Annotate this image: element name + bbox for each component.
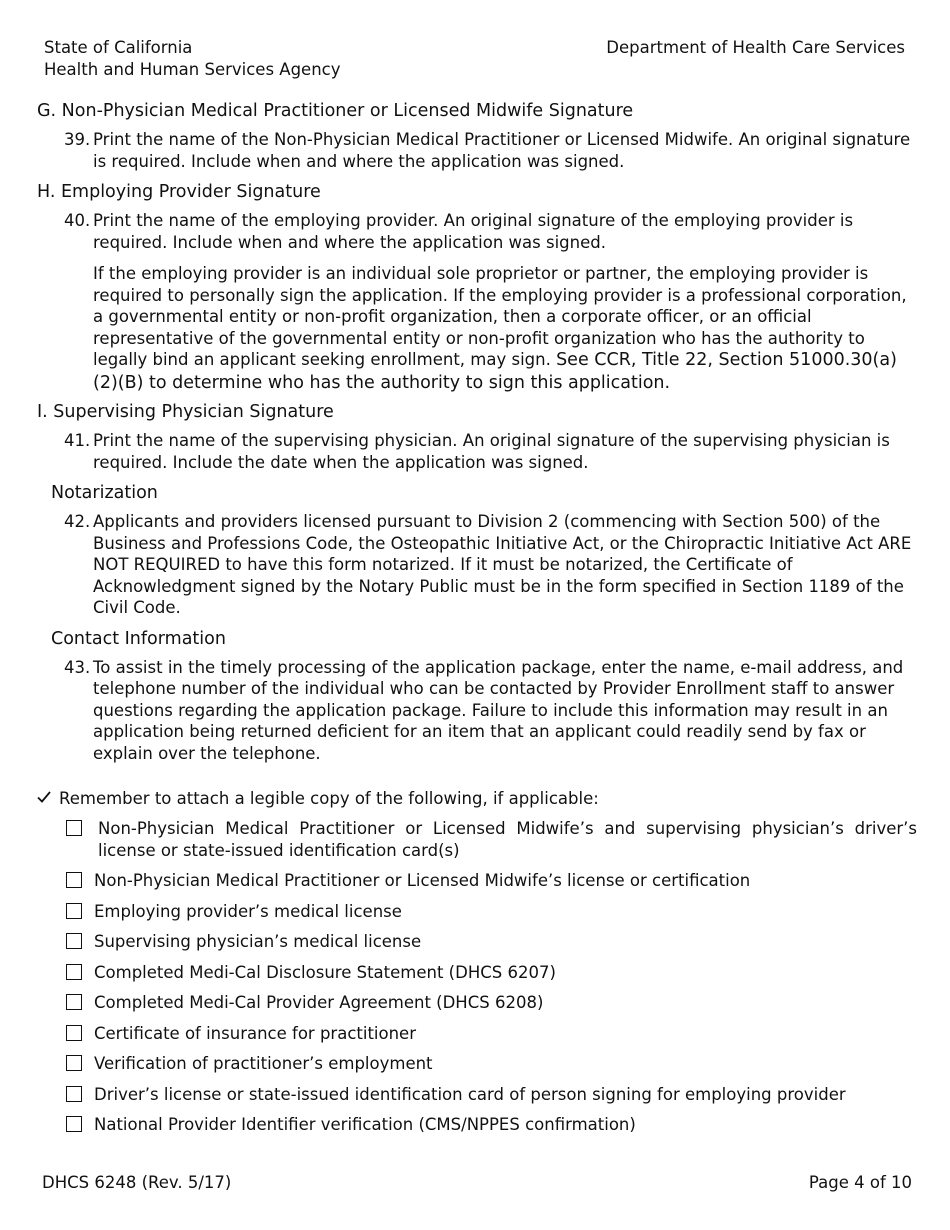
remember-text: Remember to attach a legible copy of the following, if applicable:	[59, 789, 599, 808]
checkbox[interactable]	[66, 1055, 82, 1071]
checklist-item	[66, 1053, 917, 1075]
checklist-label: Completed Medi-Cal Provider Agreement (DHCS 6208)	[94, 993, 544, 1012]
remember-note	[37, 788, 917, 810]
agency-name: Health and Human Services Agency	[44, 60, 341, 79]
item-number: 42.	[64, 512, 91, 531]
contact-heading: Contact Information	[51, 628, 226, 649]
checklist-label: National Provider Identifier verification (CMS/NPPES confirmation)	[94, 1115, 636, 1134]
checklist-label: Employing provider’s medical license	[94, 901, 402, 921]
checklist-item	[66, 901, 917, 923]
instruction-41	[64, 430, 917, 473]
state-name: State of California	[44, 38, 193, 57]
item-paragraph: Print the name of the Non-Physician Medical Practitioner or Licensed Midwife. An original signature is required. Include when and where the application was signed.	[93, 130, 911, 171]
checklist-item	[66, 1023, 917, 1045]
checkbox[interactable]	[66, 1116, 82, 1132]
document-body	[37, 99, 917, 1145]
checkbox[interactable]	[66, 1025, 82, 1041]
checklist-label: Non-Physician Medical Practitioner or Licensed Midwife’s and supervising physician’s driver’s license or state-issued identification card(s)	[98, 819, 917, 860]
item-number: 43.	[64, 657, 91, 677]
attachment-checklist	[66, 818, 917, 1136]
checklist-item	[66, 962, 917, 984]
checklist-label: Non-Physician Medical Practitioner or Licensed Midwife’s license or certification	[94, 871, 751, 890]
section-g-heading: G. Non-Physician Medical Practitioner or Licensed Midwife Signature	[37, 101, 634, 121]
item-paragraph: To assist in the timely processing of the application package, enter the name, e-mail address, and telephone number of the individual who can be contacted by Provider Enrollment staff to answer questions regarding the application package. Failure to include this information may result in an application being returned deficient for an item that an applicant could readily send by fax or explain over the telephone.	[93, 657, 904, 763]
section-h-heading: H. Employing Provider Signature	[37, 182, 321, 202]
checkbox[interactable]	[66, 820, 82, 836]
checklist-label: Verification of practitioner’s employment	[94, 1054, 433, 1073]
checkbox[interactable]	[66, 933, 82, 949]
checklist-item	[66, 870, 917, 892]
page-number: Page 4 of 10	[808, 1173, 912, 1192]
item-paragraph-2-main: If the employing provider is an individual sole proprietor or partner, the employing provider is required to personally sign the application. If the employing provider is a professional corporation, a governmental entity or non-profit organization, then a corporate officer, or an official representative of the governmental entity or non-profit organization who has the authority to legally bind an applicant seeking enrollment, may sign.	[93, 264, 907, 369]
item-text	[93, 511, 917, 619]
instruction-39	[64, 129, 917, 172]
checkbox[interactable]	[66, 872, 82, 888]
item-number: 39.	[64, 130, 91, 149]
item-number: 41.	[64, 431, 91, 450]
agency-header	[44, 37, 341, 81]
checkbox[interactable]	[66, 964, 82, 980]
instruction-40	[64, 210, 917, 394]
instruction-42	[64, 511, 917, 619]
item-text	[93, 129, 917, 172]
item-paragraph-2	[93, 263, 917, 394]
checkmark-icon	[37, 790, 51, 804]
notarization-heading: Notarization	[51, 483, 158, 503]
item-text	[93, 657, 917, 765]
section-i-heading: I. Supervising Physician Signature	[37, 402, 334, 422]
item-paragraph: Print the name of the employing provider. An original signature of the employing provider is required. Include when and where the application was signed.	[93, 211, 854, 252]
item-paragraph: Applicants and providers licensed pursuant to Division 2 (commencing with Section 500) of the Business and Professions Code, the Osteopathic Initiative Act, or the Chiropractic Initiative Act ARE NOT REQUIRED to have this form notarized. If it must be notarized, the Certificate of Acknowledgment signed by the Notary Public must be in the form specified in Section 1189 of the Civil Code.	[93, 512, 912, 617]
instruction-43	[64, 657, 917, 765]
checklist-item	[66, 992, 917, 1014]
checkbox[interactable]	[66, 903, 82, 919]
checkbox[interactable]	[66, 994, 82, 1010]
checklist-item	[66, 931, 917, 953]
checklist-item	[66, 1084, 917, 1106]
item-text	[93, 210, 917, 394]
checklist-label: Certificate of insurance for practitioner	[94, 1023, 416, 1043]
checklist-item	[66, 818, 917, 861]
checklist-label: Completed Medi-Cal Disclosure Statement (DHCS 6207)	[94, 962, 556, 982]
checklist-label: Supervising physician’s medical license	[94, 932, 422, 951]
item-paragraph: Print the name of the supervising physician. An original signature of the supervising physician is required. Include the date when the application was signed.	[93, 431, 890, 472]
item-paragraph-2-tail: See CCR, Title 22, Section 51000.30(a)(2)(B) to determine who has the authority to sign this application.	[93, 350, 897, 393]
checkbox[interactable]	[66, 1086, 82, 1102]
department-name: Department of Health Care Services	[606, 38, 905, 57]
item-text	[93, 430, 917, 473]
checklist-item	[66, 1114, 917, 1136]
form-identifier: DHCS 6248 (Rev. 5/17)	[42, 1173, 232, 1192]
checklist-label: Driver’s license or state-issued identification card of person signing for employing provider	[94, 1084, 846, 1104]
item-number: 40.	[64, 211, 91, 230]
